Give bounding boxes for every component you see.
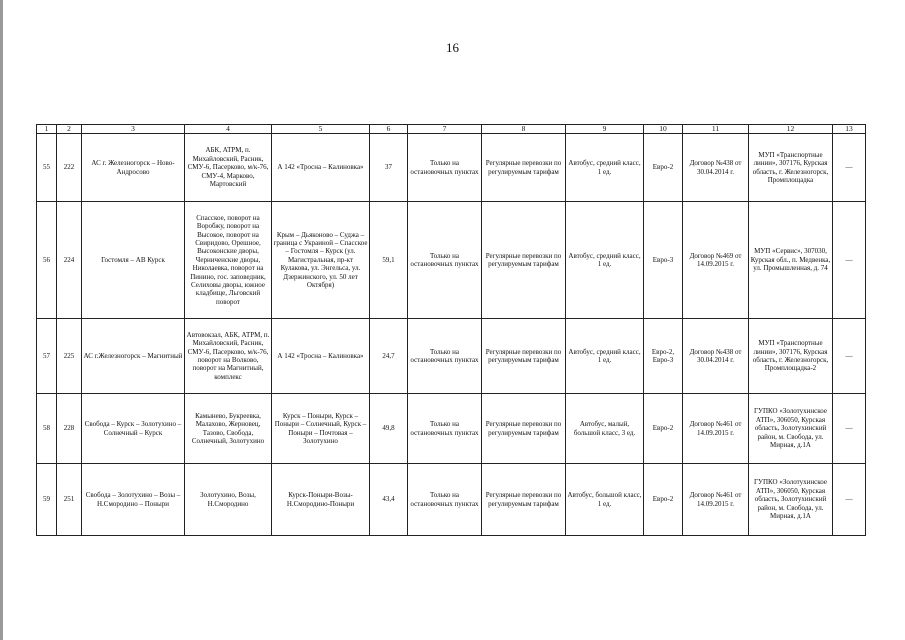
transport-type-cell: Регулярные перевозки по регулируемым тарифам xyxy=(482,134,566,202)
column-numbers-row xyxy=(37,125,866,134)
header-cell: 10 xyxy=(644,125,683,134)
row-number-cell: 57 xyxy=(37,319,57,394)
streets-cell: А 142 «Тросна – Калиновка» xyxy=(272,134,370,202)
stop-order-cell: Только на остановочных пунктах xyxy=(408,394,482,464)
length-cell: 37 xyxy=(370,134,408,202)
table-row xyxy=(37,134,866,202)
note-cell: — xyxy=(833,394,866,464)
contract-cell: Договор №461 от 14.09.2015 г. xyxy=(683,464,749,536)
route-name-cell: Гостомля – АВ Курск xyxy=(82,202,185,319)
header-cell: 12 xyxy=(749,125,833,134)
header-cell: 7 xyxy=(408,125,482,134)
vehicle-cell: Автобус, средний класс, 1 ед. xyxy=(566,202,644,319)
vehicle-cell: Автобус, средний класс, 1 ед. xyxy=(566,134,644,202)
route-number-cell: 251 xyxy=(57,464,82,536)
table-row xyxy=(37,202,866,319)
table-row xyxy=(37,464,866,536)
header-cell: 4 xyxy=(185,125,272,134)
eco-class-cell: Евро-3 xyxy=(644,202,683,319)
header-cell: 13 xyxy=(833,125,866,134)
vehicle-cell: Автобус, средний класс, 1 ед. xyxy=(566,319,644,394)
note-cell: — xyxy=(833,319,866,394)
contract-cell: Договор №469 от 14.09.2015 г. xyxy=(683,202,749,319)
route-name-cell: Свобода – Золотухино – Возы – Н.Смородино – Поныри xyxy=(82,464,185,536)
route-number-cell: 222 xyxy=(57,134,82,202)
stops-cell: Камынево, Букреевка, Малахово, Жерновец, Тазово, Свобода, Солнечный, Золотухино xyxy=(185,394,272,464)
note-cell: — xyxy=(833,134,866,202)
carrier-cell: ГУПКО «Золотухинское АТП», 306050, Курская область, Золотухинский район, м. Свобода, ул. Мирная, д.1А xyxy=(749,394,833,464)
stops-cell: АБК, АТРМ, п. Михайловский, Расник, СМУ-6, Пасерково, м/к-76, СМУ-4, Марково, Мартовский xyxy=(185,134,272,202)
header-cell: 8 xyxy=(482,125,566,134)
note-cell: — xyxy=(833,202,866,319)
eco-class-cell: Евро-2 xyxy=(644,464,683,536)
table-row xyxy=(37,319,866,394)
streets-cell: А 142 «Тросна – Калиновка» xyxy=(272,319,370,394)
page-number: 16 xyxy=(446,40,459,55)
length-cell: 59,1 xyxy=(370,202,408,319)
header-cell: 1 xyxy=(37,125,57,134)
vehicle-cell: Автобус, малый, большой класс, 3 ед. xyxy=(566,394,644,464)
row-number-cell: 56 xyxy=(37,202,57,319)
length-cell: 24,7 xyxy=(370,319,408,394)
stop-order-cell: Только на остановочных пунктах xyxy=(408,319,482,394)
eco-class-cell: Евро-2 xyxy=(644,394,683,464)
row-number-cell: 59 xyxy=(37,464,57,536)
eco-class-cell: Евро-2 xyxy=(644,134,683,202)
route-number-cell: 224 xyxy=(57,202,82,319)
carrier-cell: МУП «Сервис», 307030, Курская обл., п. Медвенка, ул. Промышленная, д. 74 xyxy=(749,202,833,319)
scan-edge xyxy=(0,0,3,640)
header-cell: 2 xyxy=(57,125,82,134)
streets-cell: Курск-Поныри-Возы-Н.Смородино-Поныри xyxy=(272,464,370,536)
header-cell: 9 xyxy=(566,125,644,134)
header-cell: 5 xyxy=(272,125,370,134)
stop-order-cell: Только на остановочных пунктах xyxy=(408,464,482,536)
carrier-cell: МУП «Транспортные линии», 307176, Курская область, г. Железногорск, Промплощадка xyxy=(749,134,833,202)
carrier-cell: ГУПКО «Золотухинское АТП», 306050, Курская область, Золотухинский район, м. Свобода, ул. Мирная, д.1А xyxy=(749,464,833,536)
route-number-cell: 225 xyxy=(57,319,82,394)
stops-cell: Спасское, поворот на Воробжу, поворот на Высокое, поворот на Свиридово, Орешное, Высоконские дворы, Черниченские дворы, Николаевка, поворот на Пинино, гос. заповедник, Селиховы дворы, южное кладбище, Льговский поворот xyxy=(185,202,272,319)
transport-type-cell: Регулярные перевозки по регулируемым тарифам xyxy=(482,464,566,536)
eco-class-cell: Евро-2, Евро-3 xyxy=(644,319,683,394)
header-cell: 3 xyxy=(82,125,185,134)
row-number-cell: 55 xyxy=(37,134,57,202)
streets-cell: Курск – Поныри, Курск – Поныри – Солнечный, Курск – Поныри – Почтовая – Золотухино xyxy=(272,394,370,464)
contract-cell: Договор №461 от 14.09.2015 г. xyxy=(683,394,749,464)
header-cell: 11 xyxy=(683,125,749,134)
route-name-cell: Свобода – Курск – Золотухино – Солнечный – Курск xyxy=(82,394,185,464)
transport-type-cell: Регулярные перевозки по регулируемым тарифам xyxy=(482,319,566,394)
contract-cell: Договор №438 от 30.04.2014 г. xyxy=(683,319,749,394)
stops-cell: Золотухино, Возы, Н.Смородино xyxy=(185,464,272,536)
length-cell: 43,4 xyxy=(370,464,408,536)
note-cell: — xyxy=(833,464,866,536)
table-row xyxy=(37,394,866,464)
stop-order-cell: Только на остановочных пунктах xyxy=(408,202,482,319)
header-cell: 6 xyxy=(370,125,408,134)
route-name-cell: АС г. Железногорск – Ново-Андросово xyxy=(82,134,185,202)
transport-type-cell: Регулярные перевозки по регулируемым тарифам xyxy=(482,394,566,464)
streets-cell: Крым – Дьяконово – Суджа – граница с Украиной – Спасское – Гостомля – Курск (ул. Магистральная, пр-кт Кулакова, ул. Энгельса, ул. Дзержинского, ул. 50 лет Октября) xyxy=(272,202,370,319)
row-number-cell: 58 xyxy=(37,394,57,464)
routes-table xyxy=(36,124,866,536)
transport-type-cell: Регулярные перевозки по регулируемым тарифам xyxy=(482,202,566,319)
vehicle-cell: Автобус, большой класс, 1 ед. xyxy=(566,464,644,536)
carrier-cell: МУП «Транспортные линии», 307176, Курская область, г. Железногорск, Промплощадка-2 xyxy=(749,319,833,394)
route-number-cell: 228 xyxy=(57,394,82,464)
length-cell: 49,8 xyxy=(370,394,408,464)
stops-cell: Автовокзал, АБК, АТРМ, п. Михайловский, Расник, СМУ-6, Пасерково, м/к-76, поворот на Волково, поворот на Магнитный, комплекс xyxy=(185,319,272,394)
route-name-cell: АС г.Железногорск – Магнитный xyxy=(82,319,185,394)
contract-cell: Договор №438 от 30.04.2014 г. xyxy=(683,134,749,202)
stop-order-cell: Только на остановочных пунктах xyxy=(408,134,482,202)
